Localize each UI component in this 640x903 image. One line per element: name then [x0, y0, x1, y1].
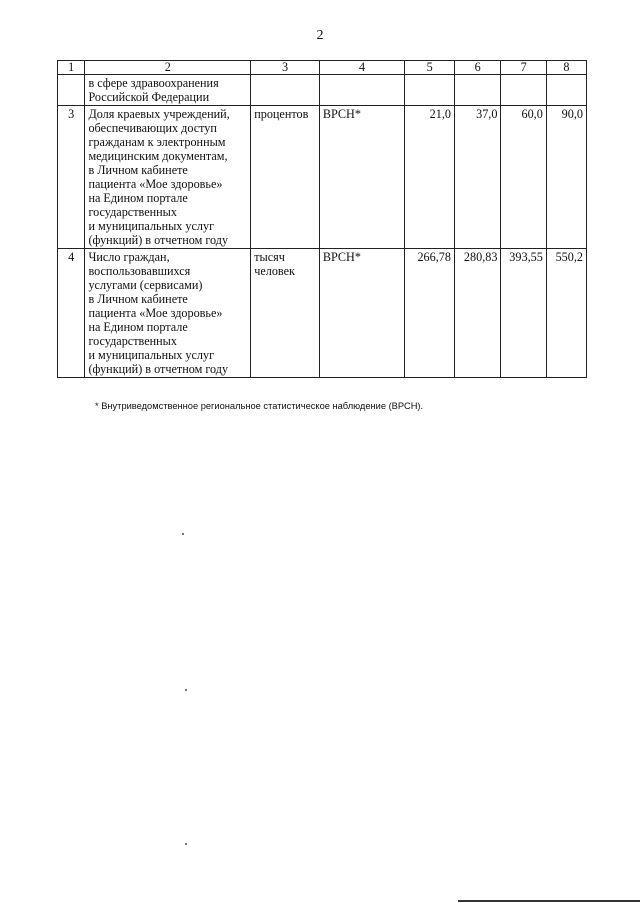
source-cell: ВРСН*: [319, 249, 405, 378]
scan-speck: [182, 533, 184, 535]
value-cell-8: 550,2: [546, 249, 586, 378]
table-row-4: [58, 249, 587, 378]
table-row-continuation: [58, 75, 587, 106]
value-cell: [454, 75, 500, 106]
indicators-table: [57, 60, 587, 378]
value-cell-6: 280,83: [454, 249, 500, 378]
value-cell-8: 90,0: [546, 106, 586, 249]
value-cell-7: 393,55: [501, 249, 546, 378]
source-cell: [319, 75, 405, 106]
indicator-cell: в сфере здравоохранения Российской Федерации: [85, 75, 251, 106]
footnote: * Внутриведомственное региональное статистическое наблюдение (ВРСН).: [95, 401, 424, 411]
header-cell-6: 6: [454, 61, 500, 75]
unit-cell: [251, 75, 320, 106]
table-row-3: [58, 106, 587, 249]
header-cell-7: 7: [501, 61, 546, 75]
header-cell-2: 2: [85, 61, 251, 75]
indicator-cell: Доля краевых учреждений, обеспечивающих доступ гражданам к электронным медицинским документам, в Личном кабинете пациента «Мое здоровье» на Едином портале государственных и муниципальных услуг (функций) в отчетном году: [85, 106, 251, 249]
scan-speck: [185, 843, 187, 845]
header-cell-4: 4: [319, 61, 405, 75]
indicator-cell: Число граждан, воспользовавшихся услугами (сервисами) в Личном кабинете пациента «Мое здоровье» на Едином портале государственных и муниципальных услуг (функций) в отчетном году: [85, 249, 251, 378]
header-cell-1: 1: [58, 61, 85, 75]
value-cell-7: 60,0: [501, 106, 546, 249]
row-number-cell: 4: [58, 249, 85, 378]
header-cell-8: 8: [546, 61, 586, 75]
scan-edge-line: [458, 900, 640, 902]
value-cell: [405, 75, 455, 106]
value-cell-5: 21,0: [405, 106, 455, 249]
page-number: 2: [316, 28, 324, 43]
header-cell-5: 5: [405, 61, 455, 75]
value-cell: [501, 75, 546, 106]
scan-speck: [185, 689, 187, 691]
value-cell: [546, 75, 586, 106]
value-cell-5: 266,78: [405, 249, 455, 378]
row-number-cell: 3: [58, 106, 85, 249]
unit-cell: тысяч человек: [251, 249, 320, 378]
header-cell-3: 3: [251, 61, 320, 75]
unit-cell: процентов: [251, 106, 320, 249]
value-cell-6: 37,0: [454, 106, 500, 249]
source-cell: ВРСН*: [319, 106, 405, 249]
row-number-cell: [58, 75, 85, 106]
table-header-row: [58, 61, 587, 75]
